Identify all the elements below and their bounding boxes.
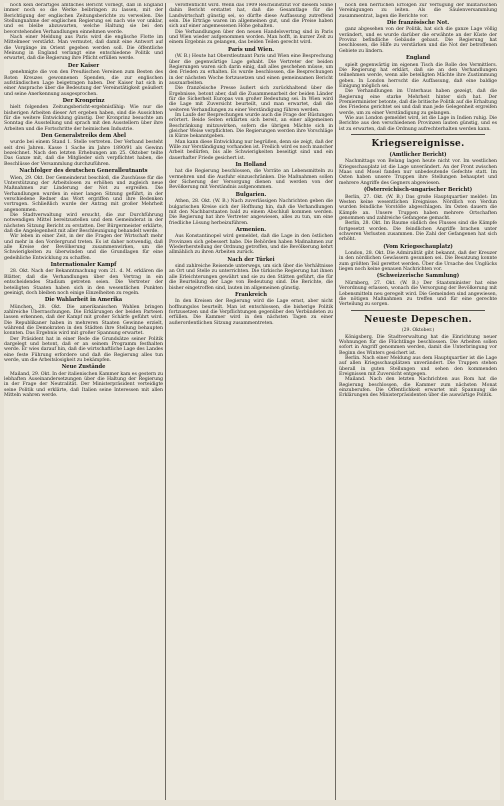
article-paragraph: hielt folgenden Zeitungsbericht-ergebnisfähig: Wie nur die bisherigen Arbeiten dieser Art ergeben haben, sind die Aussichten für die weitere Entwicklung günstig. Der Kronprinz besuchte am Sonntag die Ausstellung und sprach mit den Ausstellern über ihre Arbeiten und die Fortschritte der heimischen Industrie. [4,105,163,132]
article-subheading: Die französische Not. [386,20,450,27]
article-paragraph: Im Laufe der Besprechungen wurde auch die Frage der Rüstungen erörtert. Beide Seiten erklärten sich bereit, an einer allgemeinen Beschränkung mitzuwirken, sofern die übrigen Mächte sich in gleicher Weise verpflichten. Die Regierungen werden ihre Vorschläge in Kürze bekanntgeben. [169,112,333,140]
article-subheading: Den Generalstreiks dem Abel [40,133,127,140]
column-rule [335,3,336,800]
article-subheading: Armenien. [235,226,267,233]
article-subheading: (Vom Kriegsschauplatz) [383,243,453,250]
article-subheading: Internationaler Kampf [50,262,117,269]
article-paragraph: Man kann diese Entwicklung nur begrüßen, denn sie zeigt, daß der Wille zur Verständigung vorhanden ist. Freilich wird es noch mancher Arbeit bedürfen, bis alle Schwierigkeiten beseitigt sind und ein dauerhafter Friede gesichert ist. [169,139,333,161]
article-paragraph: In den Kreisen der Regierung wird die Lage ernst, aber nicht hoffnungslos beurteilt. Man ist entschlossen, die bisherige Politik fortzusetzen und die Verpflichtungen gegenüber den Verbündeten zu erfüllen. Die Kammer wird in den nächsten Tagen zu einer außerordentlichen Sitzung zusammentreten. [169,299,333,326]
column-rule [165,3,166,800]
article-paragraph: Die Verhandlungen im Unterhaus haben gezeigt, daß die Regierung eine starke Mehrheit hinter sich hat. Der Premierminister betonte, daß die britische Politik auf die Erhaltung des Friedens gerichtet sei und daß man jede Gelegenheit ergreifen werde, um zu einer Verständigung zu gelangen. [339,89,497,116]
article-subheading: Frankreich [235,291,267,298]
article-paragraph: veröffentlicht wird. Wenn das 1909 Reichsinstitut vor diesem Sinne dahin Bericht erstattet hat, daß die Gesamtlage für die Landwirtschaft günstig sei, so dürfte diese Auffassung zutreffend sein. Die Erträge waren im allgemeinen gut, und die Preise haben sich auf einer angemessenen Höhe gehalten. [169,3,333,30]
article-paragraph: London, 28. Okt. Die Admiralität gibt bekannt, daß der Kreuzer in den nördlichen Gewässern gesunken sei. Die Besatzung konnte zum größten Teil gerettet werden. Über die Ursache des Unglücks liegen noch keine genauen Nachrichten vor. [339,251,497,273]
article-paragraph: noch den herrlichen Erfolgen zur Verfügung der militärischen Vereinigungen zu leiten. Als die Säulenversammlung zusammentrat, lagen die Berichte vor. [339,3,497,19]
article-paragraph: Aus Konstantinopel wird gemeldet, daß die Lage in den östlichen Provinzen sich gebessert habe. Die Behörden haben Maßnahmen zur Wiederherstellung der Ordnung getroffen, und die Bevölkerung kehrt allmählich zu ihren Arbeiten zurück. [169,234,333,256]
article-paragraph: München, 28. Okt. Die amerikanischen Wahlen bringen zahlreiche Überraschungen. Die Erklärungen der beiden Parteien lassen erkennen, daß der Kampf mit großer Schärfe geführt wird. Die Republikaner haben in mehreren Staaten Gewinne erzielt, während die Demokraten in den Städten ihre Stellung behaupten konnten. Das Ergebnis wird mit großer Spannung erwartet. [4,304,163,337]
article-paragraph: Athen, 28. Okt. (W. B.) Nach zuverlässigen Nachrichten geben die bulgarischen Kreise sich der Hoffnung hin, daß die Verhandlungen mit den Nachbarstaaten bald zu einem Abschluß kommen werden. Die Regierung hat ihre Vertreter angewiesen, alles zu tun, um eine friedliche Lösung herbeizuführen. [169,199,333,226]
article-subheading: Neue Zustände [61,364,106,371]
newspaper-page [4,3,500,800]
article-subheading: Der Kronprinz [62,97,105,104]
article-paragraph: Die französische Presse äußert sich zurückhaltend über die Ergebnisse, betont aber, daß die Zusammenarbeit der beiden Länder für die Sicherheit Europas von großer Bedeutung sei. In Wien wird die Lage mit Zuversicht beurteilt, und man erwartet, daß die weiteren Verhandlungen zu einer Verständigung führen werden. [169,86,333,113]
article-paragraph: wurde bei einem Stand 1. Stelle vertreten. Der Verband besteht seit drei Jahren. Kasse 1 Sache im Jahre 1890/91 als Gewinn bezeichnet. Nach den letzten Erhebungen am 25. Oktober teilte Das Ganze mit, daß die Mitglieder sich verpflichtet haben, die Beschlüsse der Versammlung durchzuführen. [4,140,163,167]
article-subheading: Paris und Wien. [227,46,275,53]
article-subheading: (Schweizerische Sammlung) [376,273,460,280]
article-paragraph: ganz abgesehen von der Politik, hat sich die ganze Lage völlig verändert, und es wurde darüber die erwähnte an der Küste der Provinz befindliche Gebäude gebaut. Die Regierung hat beschlossen, die Hilfe zu verstärken und die Not der betroffenen Gebiete zu lindern. [339,27,497,54]
heading-rule [351,310,485,311]
article-paragraph: Nachmittags von Belang lagen heute nicht vor. Im westlichen Kriegsschauplatz ist die Lage unverändert. An der Front zwischen Maas und Mosel fanden nur unbedeutende Gefechte statt. Im Osten haben unsere Truppen ihre Stellungen behauptet und mehrere Angriffe des Gegners abgewiesen. [339,159,497,186]
article-paragraph: Berlin. Nach einer Meldung aus dem Hauptquartier ist die Lage auf allen Kriegsschauplätzen unverändert. Die Truppen stehen überall in guten Stellungen und sehen den kommenden Ereignissen mit Zuversicht entgegen. [339,355,497,377]
article-paragraph: hat die Regierung beschlossen, die Vorräte an Lebensmitteln zu vermehren und die Ausfuhr einzuschränken. Die Maßnahmen sollen der Sicherung der Versorgung dienen und werden von der Bevölkerung mit Verständnis aufgenommen. [169,169,333,191]
dateline: (29. Oktober.) [401,327,435,333]
article-subheading: Die Wahlarbeit in Amerika [44,297,123,304]
article-subheading: (Österreichisch-ungarischer Bericht) [363,187,473,194]
article-subheading: Der Kaiser [67,62,100,69]
section-heading: Kriegsereignisse. [371,139,465,150]
article-subheading: Nach der Türkei [227,256,275,263]
column-middle [169,3,333,800]
article-subheading: Bulgarien. [235,191,267,198]
article-paragraph: (W. B.) Heute hat Oberstleutnant Paris und Wien eine Besprechung über die gegenwärtige Lage gehabt. Die Vertreter der beiden Regierungen waren sich darin einig, daß alles geschehen müsse, um den Frieden zu erhalten. Es wurde beschlossen, die Besprechungen in der nächsten Woche fortzusetzen und einen gemeinsamen Bericht auszuarbeiten. [169,54,333,86]
article-paragraph: genehmigte die von den Preußischen Vereinen zum Besten des Roten Kreuzes gewonnenen Spenden, die zur englischen aufständischen Lage beigetragen haben. Der Kaiser hat sich in einer Ansprache über die Bedeutung der Vereinstätigkeit geäußert und seine Anerkennung ausgesprochen. [4,70,163,97]
article-paragraph: Wie aus London gemeldet wird, ist die Lage in Indien ruhig. Die Berichte aus den verschiedenen Provinzen lauten günstig, und es ist zu erwarten, daß die Ordnung aufrechterhalten werden kann. [339,116,497,132]
article-subheading: In Holland [235,162,267,169]
article-paragraph: Mailand, 29. Okt. In der italienischen Kammer kam es gestern zu lebhaften Auseinandersetzungen über die Haltung der Regierung in der Frage der Neutralität. Der Ministerpräsident verteidigte seine Politik und erklärte, daß Italien seine Interessen mit allen Mitteln wahren werde. [4,371,163,399]
article-paragraph: 28. Okt. Nach der Bekanntmachung vom 21. d. M. erklären die Blätter, daß die Verhandlungen über den Vertrag in ein entscheidendes Stadium getreten seien. Die Vertreter der beteiligten Staaten haben sich in den wesentlichen Punkten geeinigt, doch bleiben noch einige Einzelheiten zu regeln. [4,269,163,296]
article-paragraph: spielt gegenwärtig im eigenen Tisch die Rolle des Vermittlers. Die Regierung hat erklärt, daß sie an den Verhandlungen teilnehmen werde, wenn alle beteiligten Mächte ihre Zustimmung geben. In London herrscht die Auffassung, daß eine baldige Einigung möglich sei. [339,62,497,89]
article-paragraph: Berlin, 27. Okt. (W. B.) Das große Hauptquartier meldet: Im Westen keine wesentlichen Ereignisse. Nördlich von Verdun wurden feindliche Vorstöße abgeschlagen. Im Osten dauern die Kämpfe an. Unsere Truppen haben mehrere Ortschaften genommen und zahlreiche Gefangene gemacht. [339,194,497,221]
article-paragraph: Nürnberg, 27. Okt. (W. B.) Der Staatsminister hat eine Verordnung erlassen, wonach die Versorgung der Bevölkerung mit Lebensmitteln neu geregelt wird. Die Gemeinden sind angewiesen, die nötigen Maßnahmen zu treffen und für eine gerechte Verteilung zu sorgen. [339,280,497,308]
article-paragraph: Wir leben in einer Zeit, in der die Fragen der Wirtschaft mehr und mehr in den Vordergrund treten. Es ist daher notwendig, daß alle Kreise der Bevölkerung zusammenwirken, um die Schwierigkeiten zu überwinden und die Grundlagen für eine gedeihliche Entwicklung zu schaffen. [4,234,163,261]
column-right [339,3,497,800]
article-subheading: England [405,55,431,62]
section-heading: Neueste Depeschen. [364,314,472,325]
article-paragraph: Wien, 29. Okt. Der Gemeinderat beschloß, die Zuschüsse für die Unterstützung der Arbeitslosen zu erhöhen und zugleich neue Maßnahmen zur Linderung der Not zu ergreifen. Die Verhandlungen wurden in einer langen Sitzung geführt, in der verschiedene Redner das Wort ergriffen und ihre Bedenken vortrugen. Schließlich wurde der Antrag mit großer Mehrheit angenommen. [4,175,163,213]
article-paragraph: Der Präsident hat in einer Rede die Grundsätze seiner Politik dargelegt und betont, daß er an seinem Programm festhalten werde. Er wies darauf hin, daß die wirtschaftliche Lage des Landes eine feste Führung erfordere und daß die Regierung alles tun werde, um die Arbeitslosigkeit zu bekämpfen. [4,336,163,364]
article-paragraph: Mailand. Nach den letzten Nachrichten aus Rom hat die Regierung beschlossen, die Kammer zum nächsten Monat einzuberufen. Die Öffentlichkeit erwartet mit Spannung die Erklärungen des Ministerpräsidenten über die auswärtige Politik. [339,377,497,399]
column-left [4,3,163,800]
article-paragraph: Nach einer Meldung aus Paris wird die englische Flotte im Mittelmeer verstärkt. Man vermutet, daß damit eine Antwort auf die Vorgänge im Orient gegeben werden soll. Die öffentliche Meinung in England verlangt eine entschiedene Politik und erwartet, daß die Regierung ihre Pflicht erfüllen werde. [4,35,163,62]
article-paragraph: sind zahlreiche Reisende unterwegs, um sich über die Verhältnisse an Ort und Stelle zu unterrichten. Die türkische Regierung hat ihnen alle Erleichterungen gewährt und sie zu den Stätten geführt, die für die Beurteilung der Lage von Bedeutung sind. Die Berichte, die bisher eingetroffen sind, lauten im allgemeinen günstig. [169,264,333,291]
heading-rule [351,134,485,135]
article-paragraph: Die Stadtverwaltung wird ersucht, die zur Durchführung notwendigen Mittel bereitzustellen und dem Gemeinderat in der nächsten Sitzung Bericht zu erstatten. Der Bürgermeister erklärte, daß die Angelegenheit mit aller Beschleunigung behandelt werde. [4,212,163,234]
article-paragraph: Königsberg. Die Stadtverwaltung hat die Einrichtung neuer Wohnungen für die Flüchtlinge beschlossen. Die Arbeiten sollen sofort in Angriff genommen werden, damit die Unterbringung vor Beginn des Winters gesichert ist. [339,334,497,356]
article-paragraph: Berlin, 28. Okt. Im Raume südlich des Flusses sind die Kämpfe fortgesetzt worden. Die feindlichen Angriffe brachen unter schweren Verlusten zusammen. Die Zahl der Gefangenen hat sich erhöht. [339,221,497,243]
article-subheading: Nachfolger des deutschen Generalleutnants [19,168,148,175]
article-subheading: (Amtlicher Bericht) [389,152,447,159]
article-paragraph: noch kein derartiges amtliches Bericht vorliegt, daß in England immer noch so die Werke beibringen zu lassen, mit der Berichtigung der englischen Zeitungsberichte zu verweilen. Die Stellungnahme der englischen Regierung sei nach wie vor unklar, und es bleibe abzuwarten, welche Haltung sie bei den bevorstehenden Verhandlungen einnehmen werde. [4,3,163,35]
article-paragraph: Die Verhandlungen über den neuen Handelsvertrag sind in Paris und Wien wieder aufgenommen worden. Man hofft, in kurzer Zeit zu einem Ergebnis zu gelangen, das beiden Teilen gerecht wird. [169,29,333,46]
